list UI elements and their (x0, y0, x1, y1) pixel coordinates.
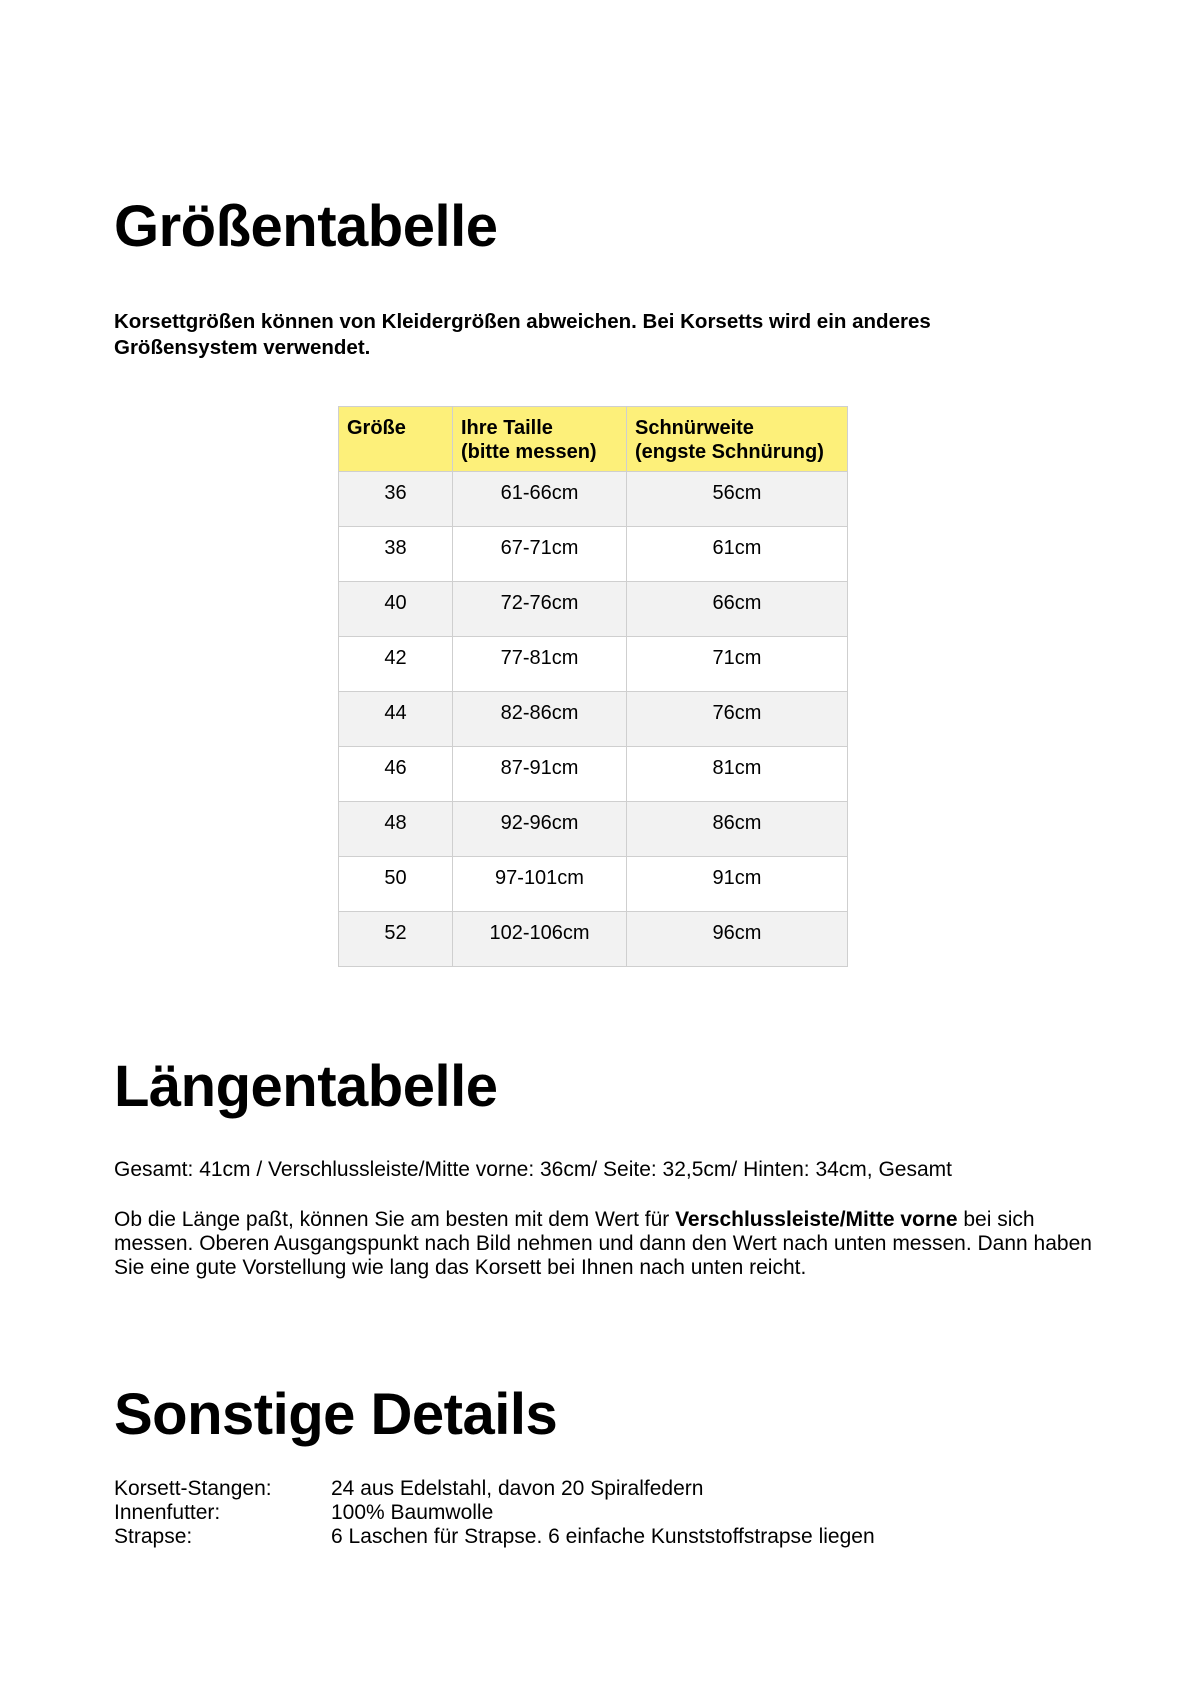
cell-waist: 72-76cm (453, 582, 627, 637)
table-row (339, 912, 848, 967)
cell-lacing: 76cm (627, 692, 848, 747)
cell-lacing: 66cm (627, 582, 848, 637)
table-row (339, 802, 848, 857)
cell-size: 48 (339, 802, 453, 857)
cell-lacing: 61cm (627, 527, 848, 582)
length-measurements: Gesamt: 41cm / Verschlussleiste/Mitte vorne: 36cm/ Seite: 32,5cm/ Hinten: 34cm, Gesamt (114, 1158, 952, 1181)
cell-size: 36 (339, 472, 453, 527)
cell-waist: 77-81cm (453, 637, 627, 692)
header-size: Größe (339, 407, 453, 472)
size-table-heading: Größentabelle (114, 194, 498, 259)
detail-value: 100% Baumwolle (331, 1501, 494, 1524)
cell-size: 52 (339, 912, 453, 967)
detail-label: Strapse: (114, 1525, 193, 1548)
details-list (114, 1477, 875, 1549)
cell-lacing: 86cm (627, 802, 848, 857)
emphasis-closure-strip: Verschlussleiste (675, 1208, 840, 1231)
size-table (338, 406, 848, 967)
cell-lacing: 96cm (627, 912, 848, 967)
cell-lacing: 56cm (627, 472, 848, 527)
table-row (339, 527, 848, 582)
size-table-header-row (339, 407, 848, 472)
cell-waist: 61-66cm (453, 472, 627, 527)
cell-size: 50 (339, 857, 453, 912)
size-intro-text: Korsettgrößen können von Kleidergrößen abweichen. Bei Korsetts wird ein anderes Größensystem verwendet. (114, 310, 931, 359)
table-row (339, 582, 848, 637)
detail-label: Korsett-Stangen: (114, 1477, 272, 1500)
length-table-heading: Längentabelle (114, 1054, 498, 1119)
cell-size: 38 (339, 527, 453, 582)
cell-size: 46 (339, 747, 453, 802)
cell-lacing: 91cm (627, 857, 848, 912)
cell-waist: 102-106cm (453, 912, 627, 967)
table-row (339, 637, 848, 692)
cell-waist: 87-91cm (453, 747, 627, 802)
detail-value: 24 aus Edelstahl, davon 20 Spiralfedern (331, 1477, 704, 1500)
detail-label: Innenfutter: (114, 1501, 221, 1524)
list-item (114, 1477, 875, 1501)
list-item (114, 1525, 875, 1549)
table-row (339, 472, 848, 527)
list-item (114, 1501, 875, 1525)
length-explanation: Ob die Länge paßt, können Sie am besten mit dem Wert für Verschlussleiste/Mitte vorne bei sich messen. Oberen Ausgangspunkt nach Bild nehmen und dann den Wert nach unten messen. Dann haben Sie eine gute Vorstellung wie lang das Korsett bei Ihnen nach unten reicht. (114, 1208, 1092, 1279)
table-row (339, 692, 848, 747)
detail-value: 6 Laschen für Strapse. 6 einfache Kunststoffstrapse liegen (331, 1525, 875, 1548)
cell-waist: 82-86cm (453, 692, 627, 747)
cell-waist: 92-96cm (453, 802, 627, 857)
cell-size: 40 (339, 582, 453, 637)
cell-size: 42 (339, 637, 453, 692)
header-lacing-width: Schnürweite (engste Schnürung) (627, 407, 848, 472)
cell-waist: 67-71cm (453, 527, 627, 582)
cell-waist: 97-101cm (453, 857, 627, 912)
table-row (339, 747, 848, 802)
emphasis-center-front: Mitte vorne (845, 1208, 958, 1231)
header-waist: Ihre Taille (bitte messen) (453, 407, 627, 472)
cell-lacing: 81cm (627, 747, 848, 802)
cell-size: 44 (339, 692, 453, 747)
other-details-heading: Sonstige Details (114, 1382, 558, 1447)
table-row (339, 857, 848, 912)
cell-lacing: 71cm (627, 637, 848, 692)
